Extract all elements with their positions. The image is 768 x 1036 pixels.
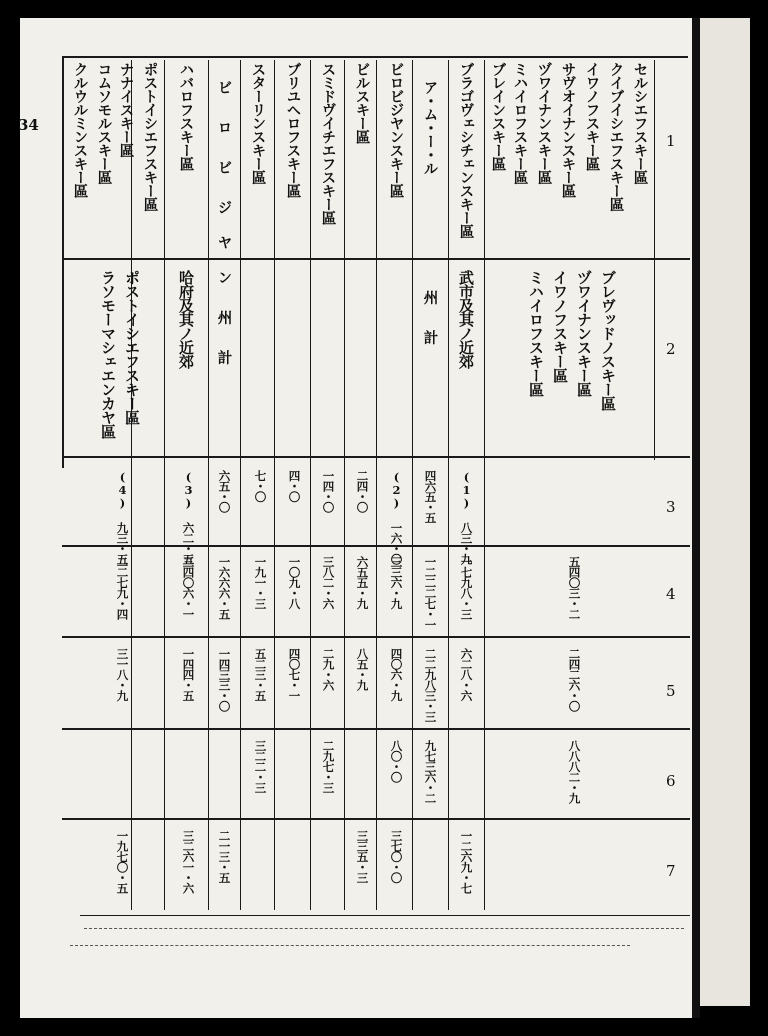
cell-c3: (2) 一六・〇: [389, 470, 404, 564]
district-name: スターリンスキー區: [249, 62, 267, 184]
column-number-3: 3: [666, 498, 676, 516]
state-total-part: ロ: [215, 120, 233, 134]
state-total-part: 州: [215, 310, 233, 324]
cell-c4: 一九一・三: [253, 556, 268, 609]
column-number-2: 2: [666, 340, 676, 358]
state-total-part: 計: [215, 350, 233, 364]
district-name: クイブイシエフスキー區: [607, 62, 625, 211]
region-name: ミハイロフスキー區: [527, 270, 545, 396]
cell-c3: (4) 九三・五: [115, 470, 130, 564]
cell-c4: 一二二二七・一: [423, 556, 438, 630]
column-number-4: 4: [666, 585, 676, 603]
cell-c5: 一四四・五: [181, 648, 196, 701]
region-name: ポストイシエフスキー區: [123, 270, 141, 424]
page-number: 34: [18, 116, 39, 134]
district-name: ブリユヘロフスキー區: [284, 62, 302, 197]
cell-c4: 三四〇六・一: [181, 556, 196, 619]
state-total-part: ア・ム・ー・ル: [421, 80, 439, 175]
cell-c7: 一九七〇・五: [115, 830, 130, 893]
district-name: ハバロフスキー區: [177, 62, 195, 170]
cell-c5: 二二九八三・三: [423, 648, 438, 722]
district-name: ビルスキー區: [353, 62, 371, 143]
footer-rule: [84, 928, 684, 929]
cell-c3: 二四・〇: [355, 470, 370, 512]
cell-c5: 四〇七・一: [287, 648, 302, 701]
column-number-5: 5: [666, 682, 676, 700]
cell-c5: 六二八・六: [459, 648, 474, 701]
district-name: イワノフスキー區: [583, 62, 601, 170]
cell-c3: 七・〇: [253, 470, 268, 502]
state-total-part: ビ: [215, 80, 233, 94]
cell-c7: 三三五・三: [355, 830, 370, 883]
cell-c5: 八五・九: [355, 648, 370, 690]
district-name: ヅワイナンスキー區: [535, 62, 553, 184]
cell-c7: 三二六一・六: [181, 830, 196, 893]
cell-c4: 六五五・九: [355, 556, 370, 609]
cell-c6: 九七三六・二: [423, 740, 438, 803]
cell-c5: 二九・六: [321, 648, 336, 690]
region-name: ブレヴッドノスキー區: [599, 270, 617, 410]
cell-c3: 六五・〇: [217, 470, 232, 512]
district-name: ポストイシエフスキー區: [141, 62, 159, 211]
cell-c5: 三一八・九: [115, 648, 130, 701]
cell-c7: 二一三・五: [217, 830, 232, 883]
state-total-part: 計: [421, 330, 439, 344]
district-name: ブラゴヴェシチェンスキー區: [457, 62, 475, 238]
district-name: ビロビジヤンスキー區: [387, 62, 405, 197]
cell-c4: 一〇九・八: [287, 556, 302, 609]
district-name: セルシエフスキー區: [631, 62, 649, 184]
state-total-part: 州: [421, 290, 439, 304]
cell-c6: 二九七・三: [321, 740, 336, 793]
cell-c5: 二四二六・〇: [567, 648, 582, 711]
district-name: ナナイスキー區: [117, 62, 135, 157]
state-total-part: ン: [215, 270, 233, 284]
cell-c6: 三二二・三: [253, 740, 268, 793]
district-name: サヴオイナンスキー區: [559, 62, 577, 197]
cell-c4: 一六六六・五: [217, 556, 232, 619]
cell-c3: (3) 六二・五: [181, 470, 196, 564]
district-name: ブレインスキー區: [489, 62, 507, 170]
cell-c3: 四・〇: [287, 470, 302, 502]
region-name: イワノフスキー區: [551, 270, 569, 382]
region-name: ヅワイナンスキー區: [575, 270, 593, 396]
column-number-6: 6: [666, 772, 676, 790]
cell-c4: 五四〇三・二: [567, 556, 582, 619]
cell-c5: 五二三・五: [253, 648, 268, 701]
cell-c3: 一四・〇: [321, 470, 336, 512]
cell-c3: (1) 八三・九: [459, 470, 474, 564]
cell-c4: 三八二・六: [321, 556, 336, 609]
adjacent-page-edge: [700, 18, 750, 1006]
footer-rule: [70, 945, 630, 946]
district-name: ミハイロフスキー區: [511, 62, 529, 184]
cell-c4: 一七九八・三: [459, 556, 474, 619]
cell-c4: 三三六・九: [389, 556, 404, 609]
book-spine: [692, 18, 700, 1018]
state-total-part: ヤ: [215, 235, 233, 249]
district-name: スミドヴイチエフスキー區: [319, 62, 337, 224]
cell-c4: 二二七九・四: [115, 556, 130, 619]
region-name: 哈府及其ノ近郊: [177, 270, 195, 368]
district-name: クルウルミンスキー區: [71, 62, 89, 197]
column-number-1: 1: [666, 132, 676, 150]
cell-c7: 三七〇・〇: [389, 830, 404, 883]
region-name: 武市及其ノ近郊: [457, 270, 475, 368]
cell-c3: 四六五・五: [423, 470, 438, 523]
cell-c6: 八〇・〇: [389, 740, 404, 782]
cell-c6: 八八八二・九: [567, 740, 582, 803]
cell-c5: 一四三三・〇: [217, 648, 232, 711]
state-total-part: ビ: [215, 160, 233, 174]
district-name: コムソモルスキー區: [95, 62, 113, 184]
column-number-7: 7: [666, 862, 676, 880]
cell-c5: 四〇六・九: [389, 648, 404, 701]
state-total-part: ジ: [215, 200, 233, 214]
cell-c7: 一二六九・七: [459, 830, 474, 893]
region-name: ラソモーマシェエンカヤ區: [99, 270, 117, 438]
